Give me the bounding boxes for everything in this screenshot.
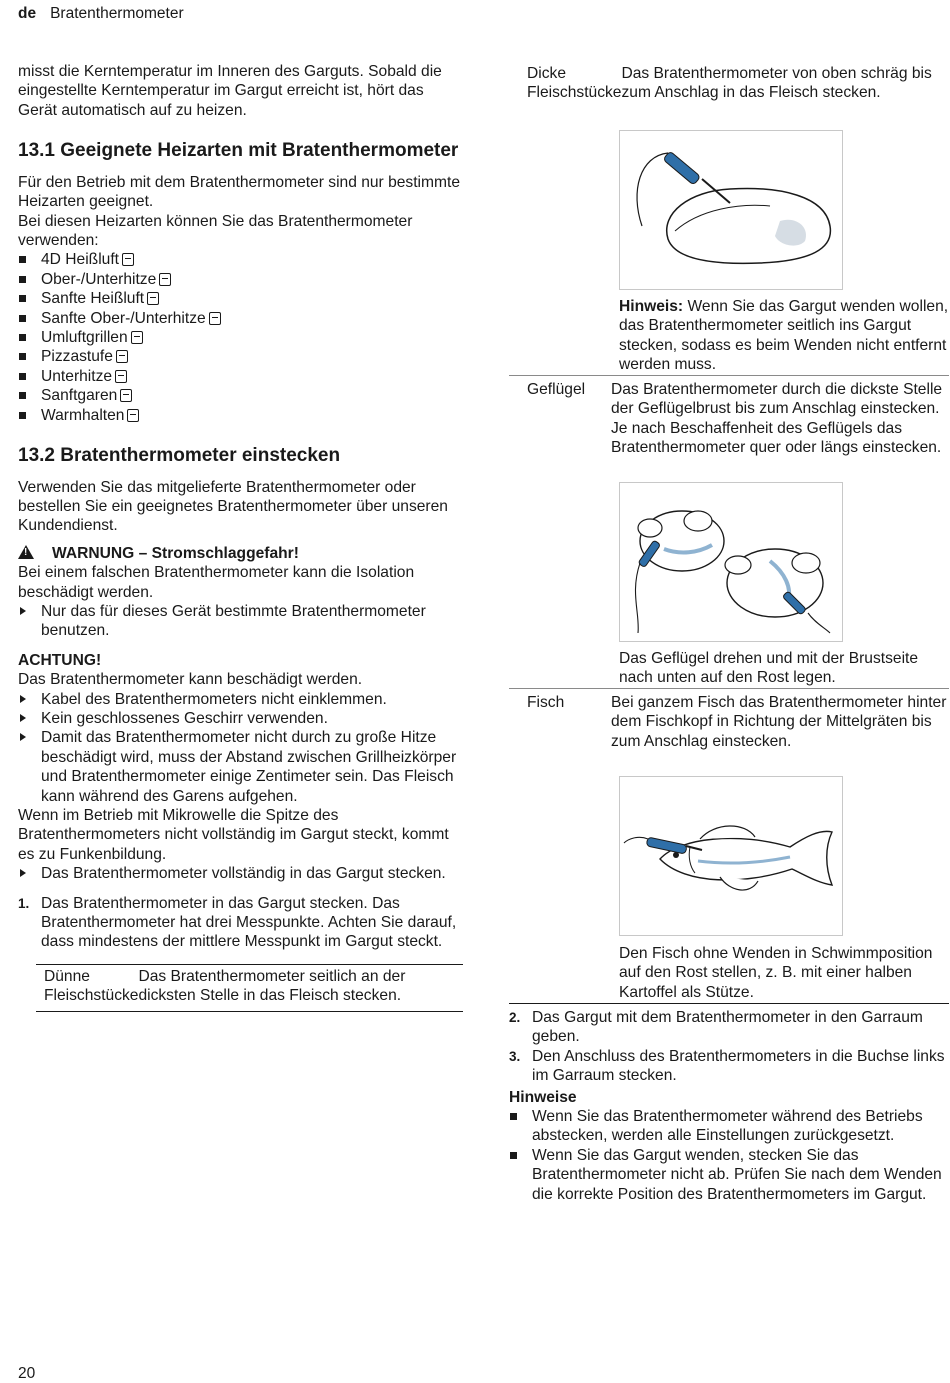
- table-key: Dicke Fleischstücke: [527, 65, 622, 102]
- hint-label: Hinweis:: [619, 298, 684, 315]
- heating-mode-icon: [209, 312, 221, 325]
- steps-list: [18, 894, 463, 952]
- section-heading: 13.1 Geeignete Heizarten mit Bratenthermometer: [18, 140, 459, 162]
- steps-list: [509, 1008, 949, 1086]
- list-item: Kein geschlossenes Geschirr verwenden.: [18, 709, 463, 728]
- heating-mode-icon: [115, 370, 127, 383]
- microwave-text: Wenn im Betrieb mit Mikrowelle die Spitze des Bratenthermometers nicht vollständig im Gargut steckt, kommt es zu Funkenbildung.: [18, 807, 449, 863]
- hint-text: Wenn Sie das Gargut wenden wollen, das Bratenthermometer seitlich ins Gargut stecken, sodass es beim Wenden nicht entfernt werden muss.: [619, 298, 949, 374]
- table-key: Geflügel: [527, 381, 586, 398]
- meat-table: [509, 62, 949, 105]
- poultry-illustration: [619, 482, 843, 642]
- fish-with-probe-icon: [620, 777, 842, 935]
- page-number: 20: [18, 1365, 36, 1382]
- list-item: Sanftgaren: [18, 386, 463, 405]
- warning-triangle-icon: [18, 545, 34, 559]
- roast-illustration: [619, 130, 843, 290]
- list-item: Warmhalten: [18, 406, 463, 425]
- header-title: Bratenthermometer: [50, 5, 184, 22]
- table-row: [36, 965, 463, 1008]
- hints-title: Hinweise: [509, 1088, 577, 1106]
- step-item: 1. Das Bratenthermometer in das Gargut stecken. Das Bratenthermometer hat drei Messpunkte. Achten Sie darauf, dass mindestens der mittlere Messpunkt im Gargut steckt.: [18, 894, 457, 951]
- list-item: Sanfte Heißluft: [18, 289, 463, 308]
- intro-text: misst die Kerntemperatur im Inneren des Garguts. Sobald die eingestellte Kerntemperatur im Gargut erreicht ist, hört das Gerät automatisch auf zu heizen.: [18, 63, 442, 119]
- microwave-actions: [18, 864, 463, 883]
- language-code: de: [18, 5, 37, 22]
- poultry-with-probe-icon: [620, 483, 842, 641]
- list-item: 4D Heißluft: [18, 250, 463, 269]
- hint-block: [619, 297, 949, 375]
- warning-text: Bei einem falschen Bratenthermometer kann die Isolation beschädigt werden.: [18, 564, 415, 601]
- hints-list: [509, 1107, 949, 1204]
- roast-with-probe-icon: [620, 131, 842, 289]
- table-bottom-rule: [509, 1003, 949, 1004]
- table-bottom-rule: [36, 1011, 463, 1012]
- paragraph: Bei diesen Heizarten können Sie das Bratenthermometer verwenden:: [18, 212, 413, 249]
- table-row: [509, 378, 949, 460]
- heating-mode-icon: [131, 331, 143, 344]
- step-item: 3. Den Anschluss des Bratenthermometers in die Buchse links im Garraum stecken.: [509, 1047, 945, 1085]
- attention-actions: [18, 690, 463, 806]
- list-item: Wenn Sie das Gargut wenden, stecken Sie das Bratenthermometer nicht ab. Prüfen Sie nach dem Wenden die korrekte Position des Bratenthermometers im Gargut.: [509, 1146, 949, 1204]
- paragraph: Verwenden Sie das mitgelieferte Bratenthermometer oder bestellen Sie ein geeignetes Bratenthermometer über unseren Kundendienst.: [18, 478, 448, 535]
- heating-mode-icon: [120, 389, 132, 402]
- table-row: [509, 62, 949, 105]
- table-value: Das Bratenthermometer durch die dickste Stelle der Geflügelbrust bis zum Anschlag einstecken. Je nach Beschaffenheit des Geflügels das Bratenthermometer quer oder längs einstecken.: [611, 381, 943, 457]
- list-item: Nur das für dieses Gerät bestimmte Bratenthermometer benutzen.: [18, 602, 463, 641]
- list-item: Unterhitze: [18, 367, 463, 386]
- table-value: Das Bratenthermometer von oben schräg bis zum Anschlag in das Fleisch stecken.: [621, 65, 932, 102]
- row-divider: [509, 688, 949, 689]
- fish-row: [509, 691, 949, 753]
- poultry-row: [509, 378, 949, 460]
- table-key: Dünne Fleischstücke: [44, 967, 139, 1005]
- paragraph: Für den Betrieb mit dem Bratenthermometer sind nur bestimmte Heizarten geeignet.: [18, 173, 461, 211]
- list-item: Damit das Bratenthermometer nicht durch zu große Hitze beschädigt wird, muss der Abstand zwischen Grillheizkörper und Bratenthermometer einige Zentimeter sein. Das Fleisch kann während des Garens aufgehen.: [18, 728, 463, 806]
- row-divider: [509, 375, 949, 376]
- list-item: Umluftgrillen: [18, 328, 463, 347]
- section-heading: 13.2 Bratenthermometer einstecken: [18, 445, 341, 466]
- table-value: Bei ganzem Fisch das Bratenthermometer hinter dem Fischkopf in Richtung der Mittelgräten bis zum Anschlag einstecken.: [611, 694, 947, 750]
- table-key: Fisch: [527, 694, 565, 711]
- heating-mode-icon: [147, 292, 159, 305]
- table-value: Das Bratenthermometer seitlich an der dicksten Stelle in das Fleisch stecken.: [138, 967, 406, 1005]
- more-steps: [509, 1008, 949, 1204]
- table-row: [509, 691, 949, 753]
- list-item: Sanfte Ober-/Unterhitze: [18, 309, 463, 328]
- attention-title: ACHTUNG!: [18, 651, 102, 669]
- step-item: 2. Das Gargut mit dem Bratenthermometer in den Garraum geben.: [509, 1009, 923, 1046]
- section-13-1: [18, 140, 463, 425]
- list-item: Pizzastufe: [18, 347, 463, 366]
- heating-modes-list: [18, 250, 463, 425]
- heating-mode-icon: [159, 273, 171, 286]
- warning-title: !WARNUNG – Stromschlaggefahr!: [18, 544, 463, 563]
- heating-mode-icon: [122, 253, 134, 266]
- list-item: Das Bratenthermometer vollständig in das Gargut stecken.: [18, 864, 463, 883]
- list-item: Kabel des Bratenthermometers nicht einklemmen.: [18, 690, 463, 709]
- heating-mode-icon: [116, 350, 128, 363]
- warning-actions: [18, 602, 463, 641]
- heating-mode-icon: [127, 409, 139, 422]
- left-column: [18, 62, 463, 1012]
- fish-note: Den Fisch ohne Wenden in Schwimmposition auf den Rost stellen, z. B. mit einer halben Kartoffel als Stütze.: [619, 945, 933, 1001]
- list-item: Wenn Sie das Bratenthermometer während des Betriebs abstecken, werden alle Einstellungen zurückgesetzt.: [509, 1107, 949, 1146]
- poultry-note: Das Geflügel drehen und mit der Brustseite nach unten auf den Rost legen.: [619, 650, 919, 687]
- list-item: Ober-/Unterhitze: [18, 270, 463, 289]
- right-column: [509, 62, 949, 1203]
- fish-illustration: [619, 776, 843, 936]
- section-13-2: [18, 445, 463, 1012]
- page-header: [18, 4, 184, 23]
- attention-text: Das Bratenthermometer kann beschädigt werden.: [18, 671, 363, 689]
- meat-table-thin: [36, 965, 463, 1008]
